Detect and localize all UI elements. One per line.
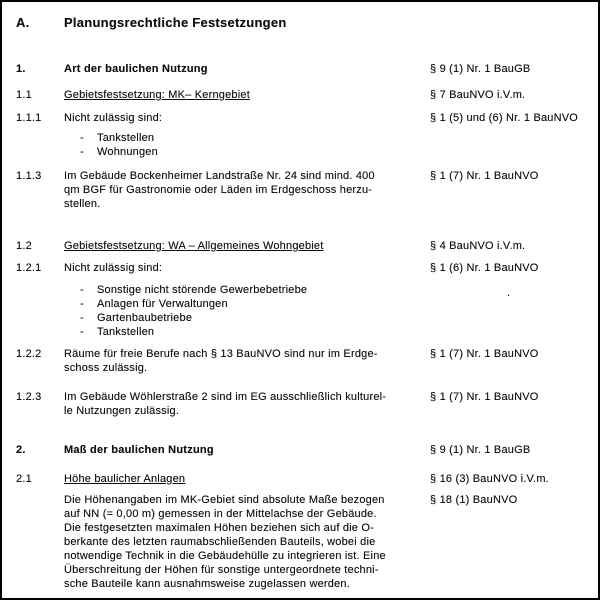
list-item [64, 131, 430, 145]
dash-bullet: - [80, 146, 84, 158]
list-item-text: Tankstellen [97, 132, 155, 144]
section-number: 1.2 [16, 240, 32, 252]
section-row-2 [16, 443, 586, 457]
list-item [64, 325, 430, 339]
list-item [64, 311, 430, 325]
legal-reference: § 9 (1) Nr. 1 BauGB [430, 63, 531, 75]
paragraph-line: schoss zulässig. [64, 362, 148, 374]
section-number: 1.1.1 [16, 112, 42, 124]
heading-title: Planungsrechtliche Festsetzungen [64, 15, 287, 30]
list-item-text: Gartenbaubetriebe [97, 312, 193, 324]
paragraph-line: le Nutzungen zulässig. [64, 405, 180, 417]
document-heading [16, 15, 586, 31]
section-row-1 [16, 62, 586, 76]
section-number: 1.2.3 [16, 391, 42, 403]
paragraph-line: berkante des letzten raumabschließenden Bauteils, wobei die [64, 536, 376, 548]
bullet-list [16, 131, 586, 159]
section-row-1-2-1 [16, 261, 586, 275]
section-number: 2. [16, 444, 26, 456]
section-number: 2.1 [16, 473, 32, 485]
list-item-text: Tankstellen [97, 326, 155, 338]
section-row-1-1-1 [16, 111, 586, 125]
paragraph-line: qm BGF für Gastronomie oder Läden im Erdgeschoss herzu- [64, 184, 373, 196]
section-number: 1.1.3 [16, 170, 42, 182]
section-row-1-1 [16, 88, 586, 102]
section-row-1-1-3 [16, 169, 586, 211]
list-item [64, 283, 430, 297]
legal-reference: § 1 (6) Nr. 1 BauNVO [430, 262, 539, 274]
section-row-1-2-3 [16, 390, 586, 418]
legal-reference: § 1 (7) Nr. 1 BauNVO [430, 348, 539, 360]
heading-number: A. [16, 15, 30, 30]
list-item-text: Anlagen für Verwaltungen [97, 298, 228, 310]
legal-reference: § 1 (5) und (6) Nr. 1 BauNVO [430, 112, 579, 124]
section-number: 1. [16, 63, 26, 75]
paragraph-line: sche Bauteile kann ausnahmsweise zugelassen werden. [64, 578, 350, 590]
list-item-text: Sonstige nicht störende Gewerbebetriebe [97, 284, 308, 296]
list-item [64, 145, 430, 159]
section-body-2-1 [16, 493, 586, 591]
paragraph-line: notwendige Technik in die Gebäudehülle zu integrieren ist. Eine [64, 550, 386, 562]
section-row-2-1 [16, 472, 586, 486]
section-row-1-2-2 [16, 347, 586, 375]
section-row-1-2 [16, 239, 586, 253]
paragraph [64, 347, 430, 375]
legal-reference: § 4 BauNVO i.V.m. [430, 240, 526, 252]
dash-bullet: - [80, 298, 84, 310]
section-number: 1.1 [16, 89, 32, 101]
paragraph-line: Im Gebäude Wöhlerstraße 2 sind im EG ausschließlich kulturel- [64, 391, 387, 403]
section-title: Nicht zulässig sind: [64, 262, 163, 274]
legal-reference: § 7 BauNVO i.V.m. [430, 89, 526, 101]
paragraph-line: Im Gebäude Bockenheimer Landstraße Nr. 24 sind mind. 400 [64, 170, 375, 182]
paragraph-line: auf NN (= 0,00 m) gemessen in der Mittelachse der Gebäude. [64, 508, 377, 520]
paragraph [64, 493, 430, 591]
list-item [64, 297, 430, 311]
list-item-text: Wohnungen [97, 146, 158, 158]
paragraph [64, 390, 430, 418]
legal-reference: § 18 (1) BauNVO [430, 494, 518, 506]
section-number: 1.2.1 [16, 262, 42, 274]
bullet-list [16, 283, 586, 339]
section-number: 1.2.2 [16, 348, 42, 360]
paragraph-line: Die Höhenangaben im MK-Gebiet sind absolute Maße bezogen [64, 494, 385, 506]
dash-bullet: - [80, 284, 84, 296]
section-title: Nicht zulässig sind: [64, 112, 163, 124]
dash-bullet: - [80, 312, 84, 324]
section-title: Gebietsfestsetzung: WA – Allgemeines Wohngebiet [64, 240, 324, 252]
scan-speckle: . [507, 287, 511, 299]
section-title: Höhe baulicher Anlagen [64, 473, 186, 485]
paragraph-line: Räume für freie Berufe nach § 13 BauNVO sind nur im Erdge- [64, 348, 378, 360]
legal-reference: § 16 (3) BauNVO i.V.m. [430, 473, 549, 485]
section-title: Art der baulichen Nutzung [64, 63, 208, 75]
paragraph [64, 169, 430, 211]
paragraph-line: Überschreitung der Höhen für sonstige untergeordnete techni- [64, 564, 379, 576]
legal-reference: § 9 (1) Nr. 1 BauGB [430, 444, 531, 456]
legal-reference: § 1 (7) Nr. 1 BauNVO [430, 391, 539, 403]
paragraph-line: stellen. [64, 198, 101, 210]
paragraph-line: Die festgesetzten maximalen Höhen beziehen sich auf die O- [64, 522, 374, 534]
section-title: Gebietsfestsetzung: MK– Kerngebiet [64, 89, 250, 101]
dash-bullet: - [80, 326, 84, 338]
section-title: Maß der baulichen Nutzung [64, 444, 214, 456]
legal-reference: § 1 (7) Nr. 1 BauNVO [430, 170, 539, 182]
dash-bullet: - [80, 132, 84, 144]
